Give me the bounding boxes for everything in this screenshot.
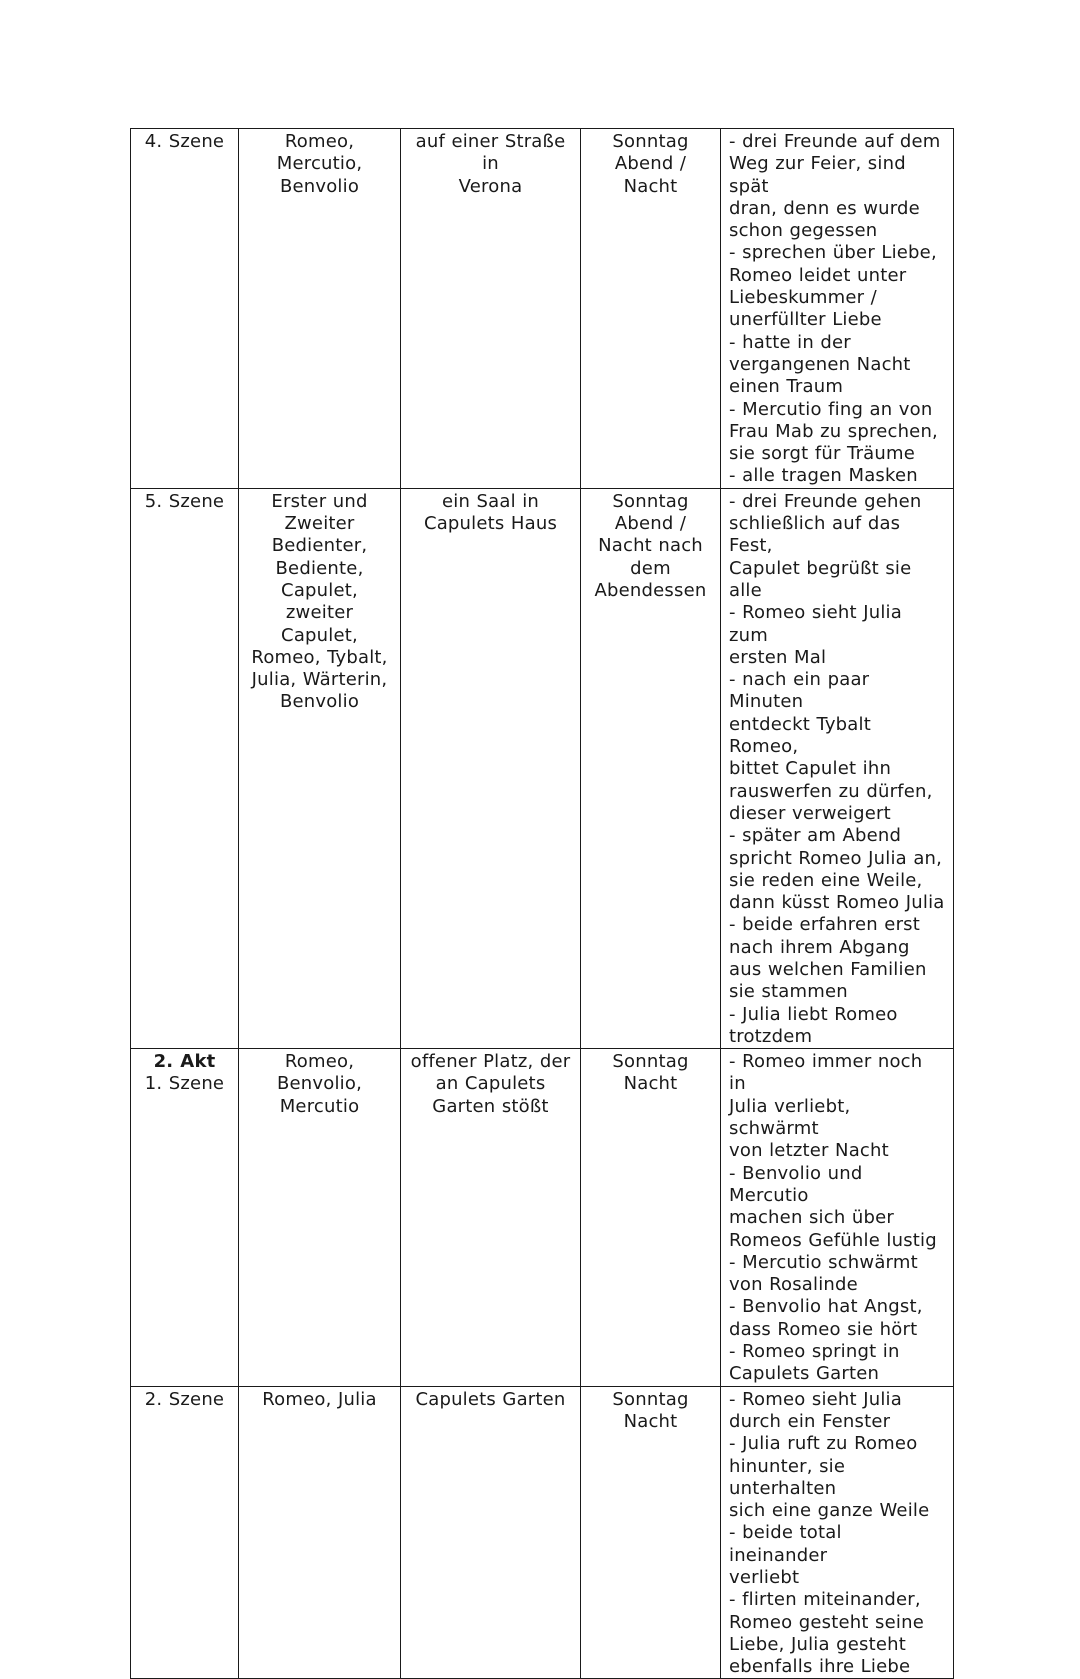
place-cell <box>401 1386 581 1679</box>
scene-label: 5. Szene <box>144 490 225 512</box>
cell-text-line: an Capulets <box>435 1073 546 1095</box>
cell-text-line: Benvolio <box>279 691 360 713</box>
cell-text-line: Bedienter, <box>271 535 368 557</box>
plot-cell <box>721 129 954 489</box>
cell-text-line: Mercutio, <box>276 153 363 175</box>
time-cell <box>581 129 721 489</box>
cell-text-line: Capulet, <box>281 579 358 601</box>
scene-label: 1. Szene <box>144 1073 225 1095</box>
table-row <box>131 488 954 1048</box>
scene-label: 4. Szene <box>144 131 225 152</box>
cell-text-line: bittet Capulet ihn <box>729 758 892 780</box>
cell-text-line: - drei Freunde gehen <box>729 490 922 512</box>
cell-text-line: - Benvolio hat Angst, <box>729 1296 923 1318</box>
cell-text-line: Nacht <box>623 1410 678 1432</box>
cell-text-line: Verona <box>458 175 523 197</box>
cell-text-line: - nach ein paar Minuten <box>729 669 870 713</box>
cell-text-line: - beide total ineinander <box>729 1522 842 1566</box>
cell-text-line: ebenfalls ihre Liebe <box>729 1656 911 1678</box>
cell-text-line: - alle tragen Masken <box>729 465 918 487</box>
cell-text-line: Romeo leidet unter <box>729 264 907 286</box>
cell-text-line: sich eine ganze Weile <box>729 1500 930 1522</box>
cell-text-line: Zweiter <box>284 513 355 535</box>
scene-cell <box>131 1049 239 1386</box>
cell-text-line: auf einer Straße in <box>415 131 566 175</box>
cell-text-line: - hatte in der <box>729 331 851 353</box>
cell-text-line: Abend / <box>614 153 687 175</box>
table-row <box>131 129 954 489</box>
cell-text-line: von Rosalinde <box>729 1274 858 1296</box>
cell-text-line: entdeckt Tybalt Romeo, <box>729 713 871 758</box>
cell-text-line: machen sich über <box>729 1207 894 1229</box>
plot-cell <box>721 1386 954 1679</box>
persons-cell <box>239 1049 401 1386</box>
cell-text-line: Julia, Wärterin, <box>251 669 388 691</box>
cell-text-line: Romeo, Julia <box>262 1388 377 1410</box>
cell-text-line: Weg zur Feier, sind spät <box>729 153 906 197</box>
cell-text-line: Nacht <box>623 175 678 197</box>
cell-text-line: - Julia liebt Romeo <box>729 1003 898 1025</box>
cell-text-line: einen Traum <box>729 376 844 398</box>
cell-text-line: schon gegessen <box>729 220 878 242</box>
cell-text-line: schließlich auf das Fest, <box>729 513 901 557</box>
cell-text-line: dass Romeo sie hört <box>729 1318 918 1340</box>
cell-text-line: rauswerfen zu dürfen, <box>729 780 933 802</box>
place-cell <box>401 488 581 1048</box>
plot-cell <box>721 1049 954 1386</box>
cell-text-line: dann küsst Romeo Julia <box>729 892 945 914</box>
cell-text-line: - Mercutio fing an von <box>729 398 933 420</box>
cell-text-line: Liebe, Julia gesteht <box>729 1633 906 1655</box>
cell-text-line: - sprechen über Liebe, <box>729 242 937 264</box>
cell-text-line: Erster und <box>271 490 368 512</box>
cell-text-line: Nacht nach <box>598 535 703 557</box>
cell-text-line: unerfüllter Liebe <box>729 309 882 331</box>
cell-text-line: - drei Freunde auf dem <box>729 131 941 152</box>
time-cell <box>581 1386 721 1679</box>
cell-text-line: trotzdem <box>729 1025 813 1047</box>
cell-text-line: nach ihrem Abgang <box>729 936 910 958</box>
act-label: 2. Akt <box>153 1051 216 1073</box>
cell-text-line: Sonntag <box>612 490 689 512</box>
place-cell <box>401 129 581 489</box>
cell-text-line: Mercutio <box>279 1095 360 1117</box>
cell-text-line: Liebeskummer / <box>729 287 877 309</box>
cell-text-line: dieser verweigert <box>729 802 891 824</box>
scene-table <box>130 128 954 1679</box>
persons-cell <box>239 129 401 489</box>
cell-text-line: Romeos Gefühle lustig <box>729 1229 937 1251</box>
cell-text-line: - Julia ruft zu Romeo <box>729 1433 918 1455</box>
cell-text-line: Romeo, <box>284 131 355 152</box>
cell-text-line: - beide erfahren erst <box>729 914 921 936</box>
cell-text-line: spricht Romeo Julia an, <box>729 847 943 869</box>
cell-text-line: verliebt <box>729 1567 800 1588</box>
cell-text-line: Bediente, <box>275 557 364 579</box>
cell-text-line: Capulet begrüßt sie alle <box>729 557 912 601</box>
scene-table-body <box>131 129 954 1679</box>
cell-text-line: - Romeo sieht Julia zum <box>729 602 902 646</box>
time-cell <box>581 488 721 1048</box>
cell-text-line: aus welchen Familien <box>729 958 927 980</box>
cell-text-line: Romeo, Tybalt, <box>251 646 388 668</box>
cell-text-line: zweiter <box>285 602 354 624</box>
cell-text-line: Capulet, <box>281 624 358 646</box>
place-cell <box>401 1049 581 1386</box>
cell-text-line: sie stammen <box>729 981 848 1003</box>
cell-text-line: - später am Abend <box>729 825 902 847</box>
cell-text-line: dem <box>630 557 671 579</box>
cell-text-line: ein Saal in <box>441 490 540 512</box>
cell-text-line: - Romeo sieht Julia <box>729 1388 902 1410</box>
cell-text-line: Benvolio <box>279 175 360 197</box>
cell-text-line: Sonntag <box>612 1388 689 1410</box>
cell-text-line: Benvolio, <box>276 1073 363 1095</box>
cell-text-line: - Mercutio schwärmt <box>729 1251 918 1273</box>
cell-text-line: ersten Mal <box>729 646 827 668</box>
table-row <box>131 1386 954 1679</box>
cell-text-line: - Romeo springt in <box>729 1341 900 1363</box>
persons-cell <box>239 1386 401 1679</box>
cell-text-line: offener Platz, der <box>410 1051 571 1073</box>
cell-text-line: Capulets Garten <box>729 1363 880 1385</box>
persons-cell <box>239 488 401 1048</box>
cell-text-line: - Benvolio und Mercutio <box>729 1162 863 1206</box>
cell-text-line: Sonntag <box>612 131 689 152</box>
cell-text-line: vergangenen Nacht <box>729 353 911 375</box>
scene-cell <box>131 1386 239 1679</box>
cell-text-line: sie reden eine Weile, <box>729 869 923 891</box>
cell-text-line: Capulets Garten <box>415 1388 566 1410</box>
cell-text-line: sie sorgt für Träume <box>729 443 916 465</box>
cell-text-line: Garten stößt <box>432 1095 549 1117</box>
cell-text-line: hinunter, sie unterhalten <box>729 1455 846 1499</box>
scene-cell <box>131 488 239 1048</box>
cell-text-line: Abend / <box>614 513 687 535</box>
scene-cell <box>131 129 239 489</box>
cell-text-line: dran, denn es wurde <box>729 197 920 219</box>
plot-cell <box>721 488 954 1048</box>
scene-label: 2. Szene <box>144 1388 225 1410</box>
cell-text-line: Romeo gesteht seine <box>729 1611 924 1633</box>
table-row <box>131 1049 954 1386</box>
time-cell <box>581 1049 721 1386</box>
cell-text-line: Nacht <box>623 1073 678 1095</box>
cell-text-line: Capulets Haus <box>423 513 558 535</box>
cell-text-line: Frau Mab zu sprechen, <box>729 420 938 442</box>
cell-text-line: Romeo, <box>284 1051 355 1073</box>
cell-text-line: Julia verliebt, schwärmt <box>729 1095 851 1140</box>
cell-text-line: Sonntag <box>612 1051 689 1073</box>
cell-text-line: Abendessen <box>594 579 707 601</box>
cell-text-line: - flirten miteinander, <box>729 1589 921 1611</box>
cell-text-line: - Romeo immer noch in <box>729 1051 923 1095</box>
cell-text-line: durch ein Fenster <box>729 1410 891 1432</box>
cell-text-line: von letzter Nacht <box>729 1140 889 1162</box>
